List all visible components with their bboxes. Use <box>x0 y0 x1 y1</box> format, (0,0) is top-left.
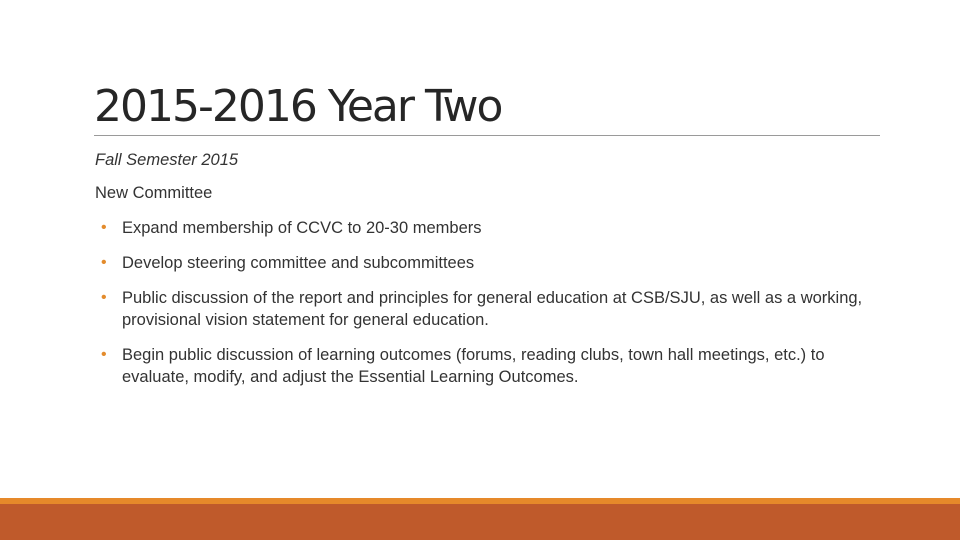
bullet-text: Expand membership of CCVC to 20-30 members <box>122 219 482 237</box>
bullet-item <box>95 252 875 274</box>
bullet-list <box>95 217 875 388</box>
title-divider <box>94 135 880 136</box>
bullet-text: Begin public discussion of learning outcomes (forums, reading clubs, town hall meetings, etc.) to evaluate, modify, and adjust the Essential Learning Outcomes. <box>122 346 825 386</box>
semester-subtitle: Fall Semester 2015 <box>95 151 239 169</box>
section-heading: New Committee <box>95 184 213 202</box>
bullet-dot-icon: • <box>101 219 107 236</box>
bullet-text: Public discussion of the report and principles for general education at CSB/SJU, as well as a working, provisional vision statement for general education. <box>122 289 863 329</box>
bullet-dot-icon: • <box>101 254 107 271</box>
bullet-item <box>95 344 875 388</box>
footer-bar <box>0 504 960 540</box>
slide-body <box>95 150 875 401</box>
bullet-dot-icon: • <box>101 289 107 306</box>
bullet-item <box>95 287 875 331</box>
bullet-dot-icon: • <box>101 346 107 363</box>
slide-title: 2015-2016 Year Two <box>94 81 502 132</box>
bullet-item <box>95 217 875 239</box>
bullet-text: Develop steering committee and subcommittees <box>122 254 475 272</box>
